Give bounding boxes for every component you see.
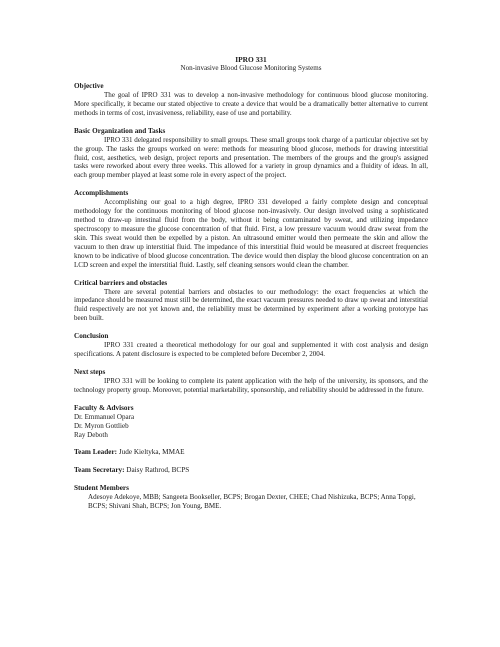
team-leader-line: [74, 448, 428, 457]
next-steps-heading: Next steps: [74, 367, 106, 376]
faculty-name: Dr. Myron Gottlieb: [74, 421, 129, 430]
organization-heading: Basic Organization and Tasks: [74, 126, 166, 135]
faculty-name: Dr. Emmanuel Opara: [74, 412, 135, 421]
team-leader-value: Jude Kieltyka, MMAE: [118, 448, 185, 457]
objective-heading: Objective: [74, 82, 104, 90]
accomplishments-heading: Accomplishments: [74, 189, 129, 198]
accomplishments-paragraph: Accomplishing our goal to a high degree, IPRO 331 developed a fairly complete design and conceptual methodology for the continuous monitoring of blood glucose non-invasively. Our design involved using a sophisticated method to draw-up intestinal fluid from the body, without it being contaminated by sweat, and utilizing impedance spectroscopy to measure the glucose concentration of that fluid. First, a low pressure vacuum would draw sweat from the skin. This sweat would then be expelled by a piston. An ultrasound emitter would then permeate the skin and allow the vacuum to then draw up interstitial fluid. The impedance of this interstitial fluid would be measured at discreet frequencies known to be indicative of blood glucose concentration. The device would then display the blood glucose concentration on an LCD screen and expel the interstitial fluid. Lastly, self cleaning sensors would clean the chamber.: [74, 198, 428, 269]
team-leader-label: Team Leader:: [74, 448, 118, 457]
students-heading: Student Members: [74, 484, 129, 493]
barriers-paragraph: There are several potential barriers and obstacles to our methodology: the exact frequencies at which the impedance should be measured must still be determined, the exact vacuum pressures needed to draw up sweat and interstitial fluid respectively are not yet known and, the reliability must be determined by experiment after a working prototype has been built.: [74, 287, 428, 323]
barriers-heading: Critical barriers and obstacles: [74, 278, 168, 287]
team-secretary-line: [74, 466, 428, 475]
next-steps-paragraph: IPRO 331 will be looking to complete its patent application with the help of the university, its sponsors, and the technology property group. Moreover, potential marketability, sponsorship, and reliability should be addressed in the future.: [74, 376, 428, 394]
document-title: IPRO 331: [235, 55, 267, 64]
objective-paragraph: The goal of IPRO 331 was to develop a non-invasive methodology for continuous blood glucose monitoring. More specifically, it became our stated objective to create a device that would be a dramatically better alternative to current methods in terms of cost, invasiveness, reliability, ease of use and portability.: [74, 91, 428, 117]
faculty-heading: Faculty & Advisors: [74, 403, 134, 412]
team-secretary-value: Daisy Rathrod, BCPS: [126, 466, 190, 475]
organization-paragraph: IPRO 331 delegated responsibility to small groups. These small groups took charge of a particular objective set by the group. The tasks the groups worked on were: methods for measuring blood glucose, methods for drawing interstitial fluid, cost, aesthetics, web design, project reports and presentation. The members of the groups and the group's assigned tasks were reworked about every three weeks. This allowed for a variety in group dynamics and a fluidity of ideas. In all, each group member played at least some role in every aspect of the project.: [74, 135, 428, 180]
team-secretary-label: Team Secretary:: [74, 466, 125, 475]
conclusion-paragraph: IPRO 331 created a theoretical methodology for our goal and supplemented it with cost analysis and design specifications. A patent disclosure is expected to be completed before December 2, 2004.: [74, 341, 428, 359]
conclusion-heading: Conclusion: [74, 332, 109, 341]
document-subtitle: Non-invasive Blood Glucose Monitoring Systems: [180, 64, 322, 72]
students-paragraph: Adesoye Adekoye, MBB; Sangeeta Bookseller, BCPS; Brogan Dexter, CHEE; Chad Nishizuka, BCPS; Anna Topgi, BCPS; Shivani Shah, BCPS; Jon Young, BME.: [88, 493, 416, 511]
faculty-name: Ray Deboth: [74, 430, 108, 439]
